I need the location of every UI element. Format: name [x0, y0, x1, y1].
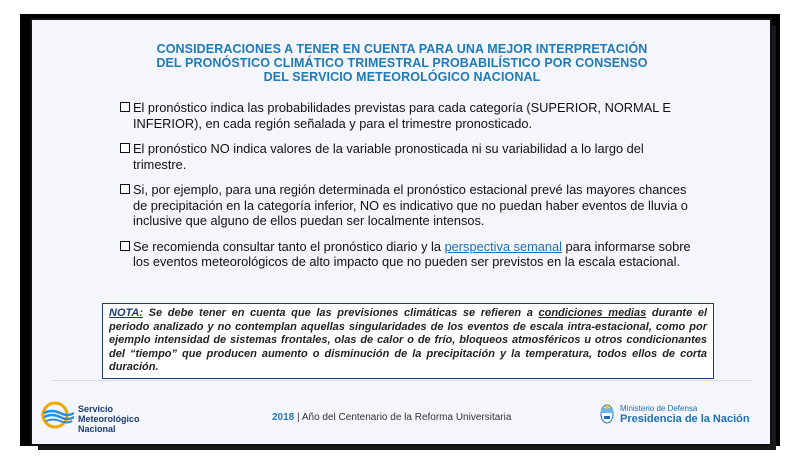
title-line-3: DEL SERVICIO METEOROLÓGICO NACIONAL [263, 70, 541, 84]
smn-line-1: Servicio [78, 404, 114, 414]
smn-line-3: Nacional [78, 424, 116, 434]
bullet-text: El pronóstico indica las probabilidades previstas para cada categoría (SUPERIOR, NORMAL E INFERIOR), en cada región señalada y para el trimestre pronosticado. [133, 100, 671, 131]
bullet-item [120, 141, 700, 172]
footer-centenario: Año del Centenario de la Reforma Universitaria [301, 412, 512, 423]
smn-logo-icon [40, 400, 74, 430]
ministry-name: Ministerio de Defensa [620, 404, 698, 413]
footer-divider [52, 380, 752, 381]
smn-line-2: Meteorológico [78, 414, 140, 424]
title-line-2: DEL PRONÓSTICO CLIMÁTICO TRIMESTRAL PROBABILÍSTICO POR CONSENSO [156, 56, 648, 70]
bullet-item [120, 239, 700, 270]
note-underlined: condiciones medias [538, 307, 647, 319]
checkbox-bullet-icon [120, 184, 130, 194]
bullet-text: Si, por ejemplo, para una región determinada el pronóstico estacional prevé las mayores chances de precipitación en la categoría inferior, NO es indicativo que no puedan haber eventos de lluvia o inclusive que alguno de ellos puedan ser localmente intensos. [133, 182, 688, 228]
presidencia-name: Presidencia de la Nación [620, 413, 750, 425]
bullet-text: El pronóstico NO indica valores de la variable pronosticada ni su variabilidad a lo largo del trimestre. [133, 141, 644, 172]
checkbox-bullet-icon [120, 102, 130, 112]
ministry-block [620, 404, 750, 426]
perspectiva-semanal-link[interactable]: perspectiva semanal [444, 238, 562, 254]
slide [32, 20, 770, 444]
bullet-item [120, 100, 700, 131]
note-box [102, 303, 714, 379]
footer-year: 2018 [272, 412, 295, 423]
coat-of-arms-icon [600, 404, 614, 424]
note-text-1: Se debe tener en cuenta que las previsiones climáticas se refieren a [143, 307, 539, 319]
smn-name [78, 404, 140, 434]
bullet-text-before: Se recomienda consultar tanto el pronóstico diario y la [133, 238, 445, 254]
checkbox-bullet-icon [120, 143, 130, 153]
checkbox-bullet-icon [120, 241, 130, 251]
bullet-list [120, 100, 700, 280]
centenario-footer [272, 412, 511, 423]
bullet-item [120, 182, 700, 229]
bullet-text-after: para informarse sobre los eventos meteorológicos de alto impacto que no pueden ser previstos en la escala estacional. [133, 238, 691, 269]
title-line-1: CONSIDERACIONES A TENER EN CUENTA PARA UNA MEJOR INTERPRETACIÓN [156, 42, 648, 56]
note-label: NOTA: [109, 307, 144, 319]
footer-separator: | [294, 412, 302, 423]
note-text-2: durante el periodo analizado y no contemplan aquellas singularidades de los eventos de escala intra-estacional, como por ejemplo intensidad de sistemas frontales, olas de calor o de frío, bloqueos atmosféricos u otros condicionantes del “tiempo” que producen aumento o disminución de la precipitación y la temperatura, todos ellos de corta duración. [109, 307, 707, 373]
page-title [92, 42, 712, 84]
